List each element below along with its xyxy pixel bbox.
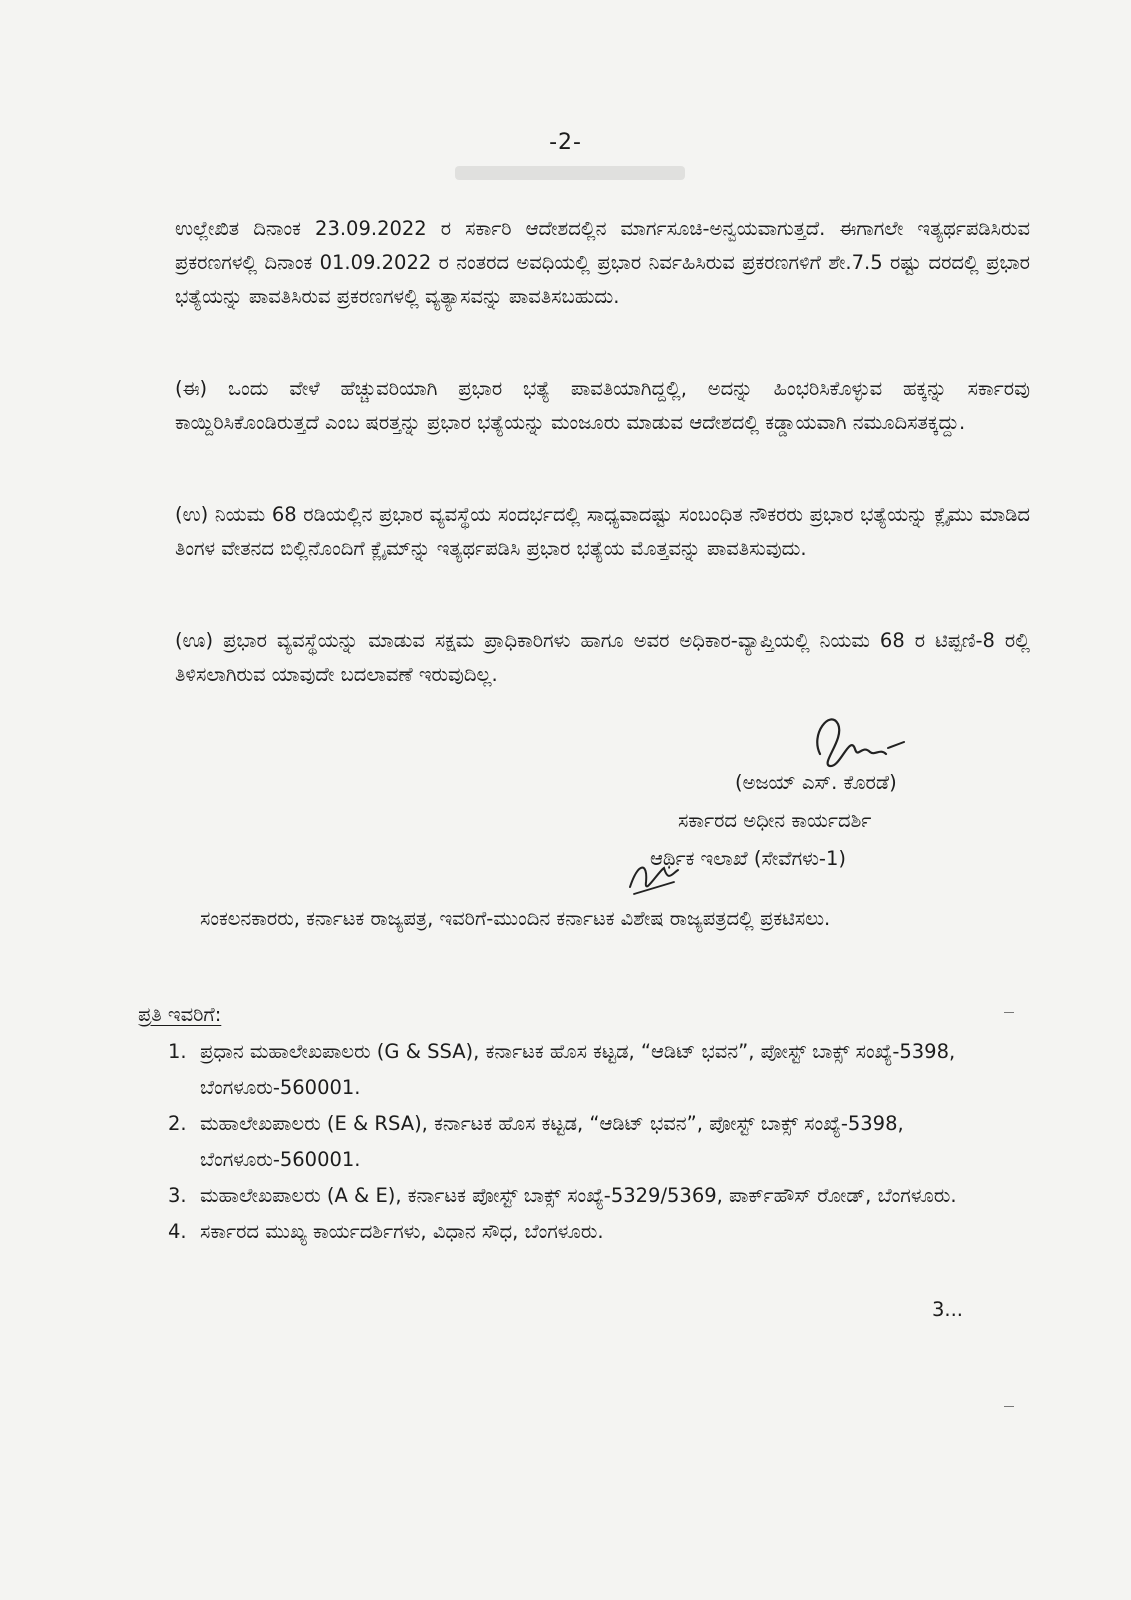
list-item-text: ಸರ್ಕಾರದ ಮುಖ್ಯ ಕಾರ್ಯದರ್ಶಿಗಳು, ವಿಧಾನ ಸೌಧ, ಬೆಂಗಳೂರು. — [200, 1220, 604, 1243]
page-number: -2- — [549, 130, 582, 155]
paragraph-claim-settlement: (ಉ) ನಿಯಮ 68 ರಡಿಯಲ್ಲಿನ ಪ್ರಭಾರ ವ್ಯವಸ್ಥೆಯ ಸಂದರ್ಭದಲ್ಲಿ ಸಾಧ್ಯವಾದಷ್ಟು ಸಂಬಂಧಿತ ನೌಕರರು ಪ್ರಭಾರ ಭತ್ಯೆಯನ್ನು ಕ್ಲೈಮು ಮಾಡಿದ ತಿಂಗಳ ವೇತನದ ಬಿಲ್ಲಿನೊಂದಿಗೆ ಕ್ಲೈಮ್‌ನ್ನು ಇತ್ಯರ್ಥಪಡಿಸಿ ಪ್ರಭಾರ ಭತ್ಯೆಯ ಮೊತ್ತವನ್ನು ಪಾವತಿಸುವುದು. — [175, 503, 1030, 560]
list-item-number: 2. — [168, 1112, 187, 1135]
signatory-department: ಆರ್ಥಿಕ ಇಲಾಖೆ (ಸೇವೆಗಳು-1) — [650, 847, 846, 870]
paragraph-recovery-clause: (ಈ) ಒಂದು ವೇಳೆ ಹೆಚ್ಚುವರಿಯಾಗಿ ಪ್ರಭಾರ ಭತ್ಯೆ ಪಾವತಿಯಾಗಿದ್ದಲ್ಲಿ, ಅದನ್ನು ಹಿಂಭರಿಸಿಕೊಳ್ಳುವ ಹಕ್ಕನ್ನು ಸರ್ಕಾರವು ಕಾಯ್ದಿರಿಸಿಕೊಂಡಿರುತ್ತದೆ ಎಂಬ ಷರತ್ತನ್ನು ಪ್ರಭಾರ ಭತ್ಯೆಯನ್ನು ಮಂಜೂರು ಮಾಡುವ ಆದೇಶದಲ್ಲಿ ಕಡ್ಡಾಯವಾಗಿ ನಮೂದಿಸತಕ್ಕದ್ದು. — [175, 377, 1030, 434]
publication-note: ಸಂಕಲನಕಾರರು, ಕರ್ನಾಟಕ ರಾಜ್ಯಪತ್ರ, ಇವರಿಗೆ-ಮುಂದಿನ ಕರ್ನಾಟಕ ವಿಶೇಷ ರಾಜ್ಯಪತ್ರದಲ್ಲಿ ಪ್ರಕಟಿಸಲು. — [200, 907, 831, 930]
margin-dash — [1004, 1012, 1014, 1013]
list-item — [168, 1178, 1028, 1214]
margin-dash — [1004, 1406, 1014, 1407]
paragraph-no-change: (ಊ) ಪ್ರಭಾರ ವ್ಯವಸ್ಥೆಯನ್ನು ಮಾಡುವ ಸಕ್ಷಮ ಪ್ರಾಧಿಕಾರಿಗಳು ಹಾಗೂ ಅವರ ಅಧಿಕಾರ-ವ್ಯಾಪ್ತಿಯಲ್ಲಿ ನಿಯಮ 68 ರ ಟಿಪ್ಪಣಿ-8 ರಲ್ಲಿ ತಿಳಿಸಲಾಗಿರುವ ಯಾವುದೇ ಬದಲಾವಣೆ ಇರುವುದಿಲ್ಲ. — [175, 629, 1030, 686]
list-item-text: ಮಹಾಲೇಖಪಾಲರು (E & RSA), ಕರ್ನಾಟಕ ಹೊಸ ಕಟ್ಟಡ, “ಆಡಿಟ್ ಭವನ”, ಪೋಸ್ಟ್ ಬಾಕ್ಸ್ ಸಂಖ್ಯೆ-5398, ಬೆಂಗಳೂರು-560001. — [200, 1112, 904, 1171]
continuation-marker: 3... — [932, 1298, 964, 1321]
initials-icon — [620, 852, 690, 902]
list-item-text: ಮಹಾಲೇಖಪಾಲರು (A & E), ಕರ್ನಾಟಕ ಪೋಸ್ಟ್ ಬಾಕ್ಸ್ ಸಂಖ್ಯೆ-5329/5369, ಪಾರ್ಕ್‌ಹೌಸ್ ರೋಡ್, ಬೆಂಗಳೂರು. — [200, 1184, 957, 1207]
paragraph-guideline: ಉಲ್ಲೇಖಿತ ದಿನಾಂಕ 23.09.2022 ರ ಸರ್ಕಾರಿ ಆದೇಶದಲ್ಲಿನ ಮಾರ್ಗಸೂಚಿ-ಅನ್ವಯವಾಗುತ್ತದೆ. ಈಗಾಗಲೇ ಇತ್ಯರ್ಥಪಡಿಸಿರುವ ಪ್ರಕರಣಗಳಲ್ಲಿ ದಿನಾಂಕ 01.09.2022 ರ ನಂತರದ ಅವಧಿಯಲ್ಲಿ ಪ್ರಭಾರ ನಿರ್ವಹಿಸಿರುವ ಪ್ರಕರಣಗಳಿಗೆ ಶೇ.7.5 ರಷ್ಟು ದರದಲ್ಲಿ ಪ್ರಭಾರ ಭತ್ಯೆಯನ್ನು ಪಾವತಿಸಿರುವ ಪ್ರಕರಣಗಳಲ್ಲಿ ವ್ಯತ್ಯಾಸವನ್ನು ಪಾವತಿಸಬಹುದು. — [175, 217, 1030, 308]
copy-to-list — [168, 1034, 1028, 1250]
signatory-name: (ಅಜಯ್ ಎಸ್. ಕೊರಡೆ) — [735, 771, 897, 794]
list-item — [168, 1106, 1028, 1178]
faded-letterhead-watermark — [455, 160, 685, 186]
copy-to-heading: ಪ್ರತಿ ಇವರಿಗೆ: — [138, 1003, 222, 1026]
list-item-number: 3. — [168, 1184, 187, 1207]
signatory-designation: ಸರ್ಕಾರದ ಅಧೀನ ಕಾರ್ಯದರ್ಶಿ — [678, 809, 872, 832]
list-item — [168, 1214, 1028, 1250]
list-item-number: 4. — [168, 1220, 187, 1243]
list-item-text: ಪ್ರಧಾನ ಮಹಾಲೇಖಪಾಲರು (G & SSA), ಕರ್ನಾಟಕ ಹೊಸ ಕಟ್ಟಡ, “ಆಡಿಟ್ ಭವನ”, ಪೋಸ್ಟ್ ಬಾಕ್ಸ್ ಸಂಖ್ಯೆ-5398, ಬೆಂಗಳೂರು-560001. — [200, 1040, 956, 1099]
list-item-number: 1. — [168, 1040, 187, 1063]
list-item — [168, 1034, 1028, 1106]
